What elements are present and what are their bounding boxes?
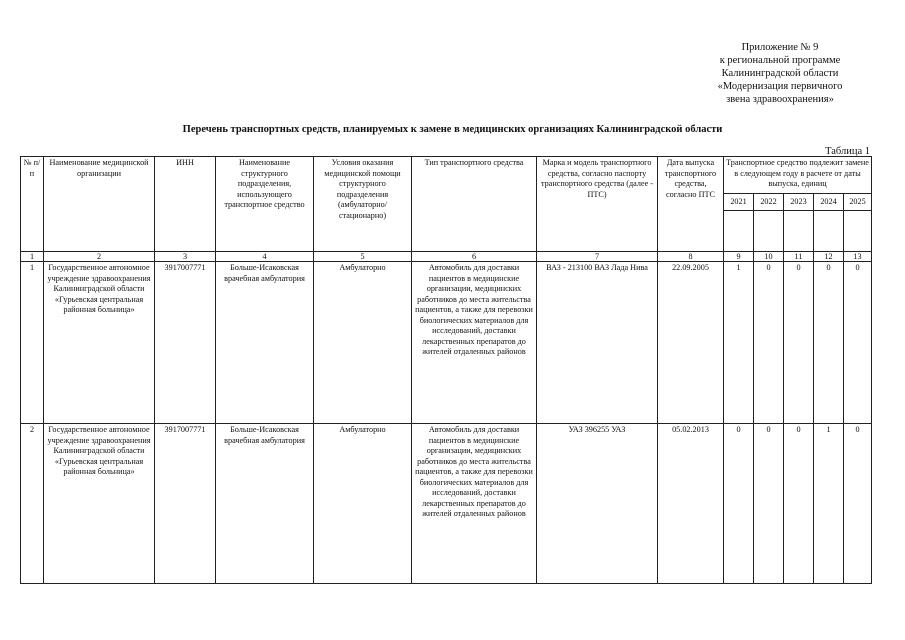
row-num: 2: [21, 424, 44, 584]
row-conditions: Амбулаторно: [314, 262, 412, 424]
column-number: 4: [216, 252, 314, 262]
column-number: 5: [314, 252, 412, 262]
empty-cell: [724, 211, 754, 252]
row-year-value: 0: [814, 262, 844, 424]
row-year-value: 0: [754, 262, 784, 424]
row-conditions: Амбулаторно: [314, 424, 412, 584]
row-year-value: 0: [784, 424, 814, 584]
column-number: 11: [784, 252, 814, 262]
row-inn: 3917007771: [155, 262, 216, 424]
row-org: Государственное автономное учреждение здравоохранения Калининградской области «Гурьевская центральная районная больница»: [44, 262, 155, 424]
row-unit: Больше-Исаковская врачебная амбулатория: [216, 424, 314, 584]
column-number: 8: [658, 252, 724, 262]
row-unit: Больше-Исаковская врачебная амбулатория: [216, 262, 314, 424]
header-year: 2023: [784, 194, 814, 211]
empty-cell: [814, 211, 844, 252]
empty-cell: [784, 211, 814, 252]
header-inn: ИНН: [155, 157, 216, 252]
appendix-block: [700, 41, 860, 106]
appendix-line: к региональной программе: [719, 55, 841, 66]
row-type: Автомобиль для доставки пациентов в медицинские организации, медицинских работников до места жительства пациентов, а также для перевозки биологических материалов для исследований, доставки лекарственных препаратов до жителей отдаленных районов: [412, 424, 537, 584]
row-year-value: 1: [814, 424, 844, 584]
header-unit: Наименование структурного подразделения, использующего транспортное средство: [216, 157, 314, 252]
empty-cell: [844, 211, 872, 252]
appendix-line: звена здравоохранения»: [726, 94, 834, 105]
header-org: Наименование медицинской организации: [44, 157, 155, 252]
column-number: 6: [412, 252, 537, 262]
header-row: [21, 157, 872, 194]
document-title: Перечень транспортных средств, планируемых к замене в медицинских организациях Калининградской области: [182, 124, 723, 135]
appendix-line: Калининградской области: [721, 68, 839, 79]
row-year-value: 1: [724, 262, 754, 424]
header-type: Тип транспортного средства: [412, 157, 537, 252]
column-numbers-row: [21, 252, 872, 262]
column-number: 13: [844, 252, 872, 262]
row-org: Государственное автономное учреждение здравоохранения Калининградской области «Гурьевская центральная районная больница»: [44, 424, 155, 584]
header-replace: Транспортное средство подлежит замене в следующем году в расчете от даты выпуска, единиц: [724, 157, 872, 194]
column-number: 3: [155, 252, 216, 262]
row-date: 22.09.2005: [658, 262, 724, 424]
table-row: [21, 424, 872, 584]
row-year-value: 0: [724, 424, 754, 584]
header-num: № п/п: [21, 157, 44, 252]
vehicles-table: [20, 156, 872, 584]
row-inn: 3917007771: [155, 424, 216, 584]
row-date: 05.02.2013: [658, 424, 724, 584]
row-year-value: 0: [754, 424, 784, 584]
column-number: 7: [537, 252, 658, 262]
column-number: 10: [754, 252, 784, 262]
row-year-value: 0: [784, 262, 814, 424]
header-conditions: Условия оказания медицинской помощи структурного подразделения (амбулаторно/стационарно): [314, 157, 412, 252]
table-label: Таблица 1: [825, 146, 870, 157]
column-number: 9: [724, 252, 754, 262]
column-number: 2: [44, 252, 155, 262]
header-date: Дата выпуска транспортного средства, согласно ПТС: [658, 157, 724, 252]
row-year-value: 0: [844, 262, 872, 424]
column-number: 12: [814, 252, 844, 262]
appendix-line: «Модернизация первичного: [717, 81, 843, 92]
table-row: [21, 262, 872, 424]
header-year: 2022: [754, 194, 784, 211]
row-year-value: 0: [844, 424, 872, 584]
empty-cell: [754, 211, 784, 252]
row-brand: УАЗ 396255 УАЗ: [537, 424, 658, 584]
header-year: 2021: [724, 194, 754, 211]
row-brand: ВАЗ - 213100 ВАЗ Лада Нива: [537, 262, 658, 424]
header-year: 2024: [814, 194, 844, 211]
appendix-line: Приложение № 9: [741, 42, 819, 53]
row-num: 1: [21, 262, 44, 424]
column-number: 1: [21, 252, 44, 262]
header-year: 2025: [844, 194, 872, 211]
row-type: Автомобиль для доставки пациентов в медицинские организации, медицинских работников до места жительства пациентов, а также для перевозки биологических материалов для исследований, доставки лекарственных препаратов до жителей отдаленных районов: [412, 262, 537, 424]
header-brand: Марка и модель транспортного средства, согласно паспорту транспортного средства (далее - ПТС): [537, 157, 658, 252]
